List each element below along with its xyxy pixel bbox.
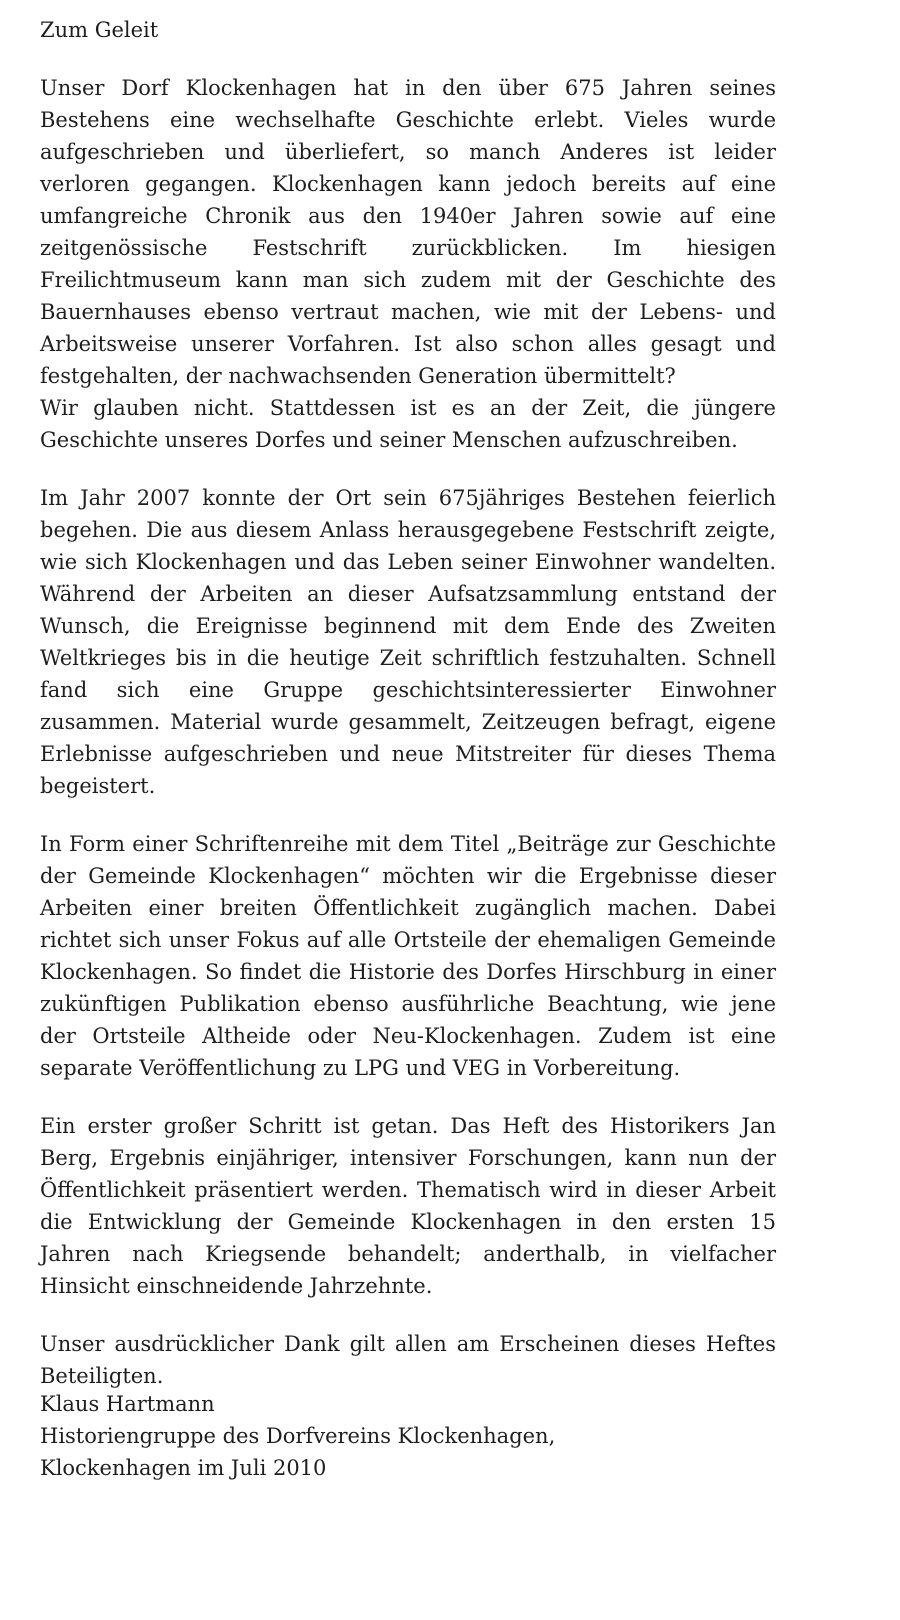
paragraph-4: In Form einer Schriftenreihe mit dem Titel „Beiträge zur Geschichte der Gemeinde Klockenhagen“ möchten wir die Ergebnisse dieser Arbeiten einer breiten Öffentlichkeit zugänglich machen. Dabei richtet sich unser Fokus auf alle Ortsteile der ehemaligen Gemeinde Klockenhagen. So findet die Historie des Dorfes Hirschburg in einer zukünftigen Publikation ebenso ausführliche Beachtung, wie jene der Ortsteile Altheide oder Neu-Klockenhagen. Zudem ist eine separate Veröffentlichung zu LPG und VEG in Vorbereitung.	[40, 832, 776, 1080]
paragraph-3: Im Jahr 2007 konnte der Ort sein 675jähriges Bestehen feierlich begehen. Die aus diesem Anlass herausgegebene Festschrift zeigte, wie sich Klockenhagen und das Leben seiner Einwohner wandelten. Während der Arbeiten an dieser Aufsatzsammlung entstand der Wunsch, die Ereignisse beginnend mit dem Ende des Zweiten Weltkrieges bis in die heutige Zeit schriftlich festzuhalten. Schnell fand sich eine Gruppe geschichtsinteressierter Einwohner zusammen. Material wurde gesammelt, Zeitzeugen befragt, eigene Erlebnisse aufgeschrieben und neue Mitstreiter für dieses Thema begeistert.	[40, 486, 776, 798]
signature-place-date: Klockenhagen im Juli 2010	[40, 1456, 327, 1480]
paragraph-1: Unser Dorf Klockenhagen hat in den über 675 Jahren seines Bestehens eine wechselhafte Geschichte erlebt. Vieles wurde aufgeschrieben und überliefert, so manch Anderes ist leider verloren gegangen. Klockenhagen kann jedoch bereits auf eine umfangreiche Chronik aus den 1940er Jahren sowie auf eine zeitgenössische Festschrift zurückblicken. Im hiesigen Freilichtmuseum kann man sich zudem mit der Geschichte des Bauernhauses ebenso vertraut machen, wie mit der Lebens- und Arbeitsweise unserer Vorfahren. Ist also schon alles gesagt und festgehalten, der nachwachsenden Generation übermittelt?	[40, 76, 776, 388]
paragraph-2: Wir glauben nicht. Stattdessen ist es an der Zeit, die jüngere Geschichte unseres Dorfes und seiner Menschen aufzuschreiben.	[40, 396, 776, 452]
signature-organization: Historiengruppe des Dorfvereins Klockenhagen,	[40, 1424, 556, 1448]
paragraph-5: Ein erster großer Schritt ist getan. Das Heft des Historikers Jan Berg, Ergebnis einjähriger, intensiver Forschungen, kann nun der Öffentlichkeit präsentiert werden. Thematisch wird in dieser Arbeit die Entwicklung der Gemeinde Klockenhagen in den ersten 15 Jahren nach Kriegsende behandelt; anderthalb, in vielfacher Hinsicht einschneidende Jahrzehnte.	[40, 1114, 776, 1298]
page-heading: Zum Geleit	[40, 18, 159, 42]
signature-block	[40, 1388, 776, 1484]
paragraph-6: Unser ausdrücklicher Dank gilt allen am Erscheinen dieses Heftes Beteiligten.	[40, 1332, 776, 1388]
signature-name: Klaus Hartmann	[40, 1392, 215, 1416]
body-text	[40, 14, 776, 1392]
